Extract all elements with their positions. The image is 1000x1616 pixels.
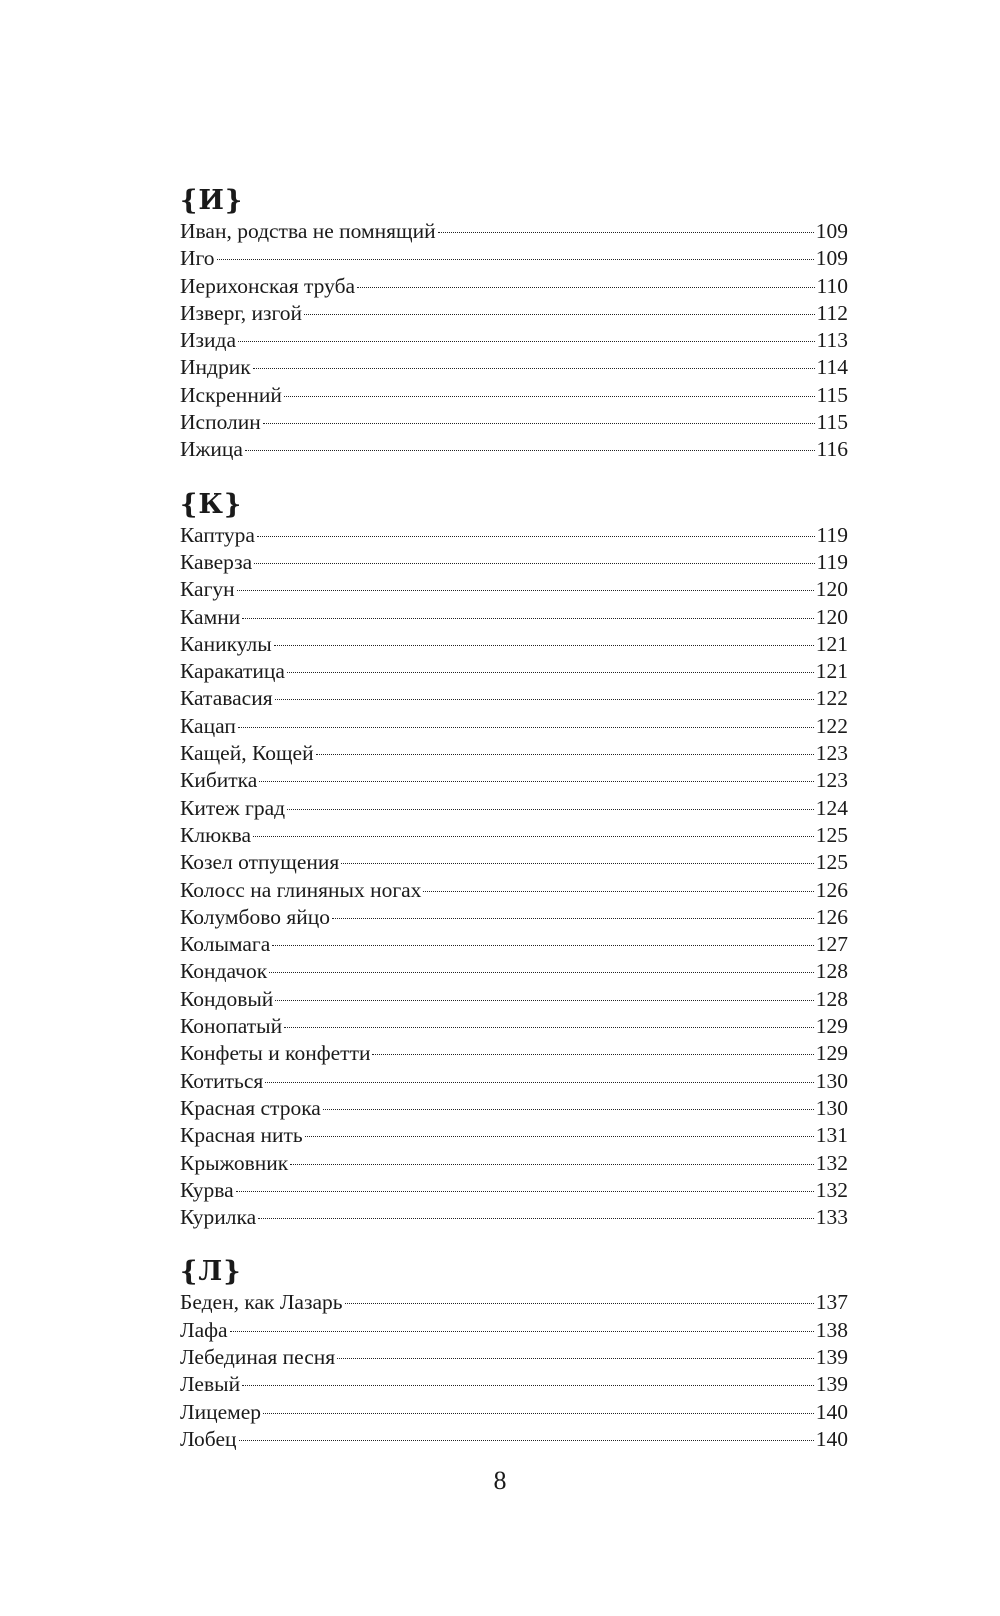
dot-leader	[242, 618, 814, 619]
dot-leader	[357, 287, 814, 288]
toc-entry	[180, 658, 848, 685]
dot-leader	[316, 754, 814, 755]
entry-page: 133	[815, 1205, 848, 1230]
dot-leader	[275, 1000, 813, 1001]
entry-title: Каникулы	[180, 631, 272, 656]
entry-page: 120	[815, 604, 848, 629]
toc-entry	[180, 1426, 848, 1453]
entry-page: 140	[815, 1426, 848, 1451]
toc-entry	[180, 740, 848, 767]
entry-page: 114	[816, 355, 848, 380]
dot-leader	[258, 1218, 814, 1219]
dot-leader	[337, 1358, 814, 1359]
entry-page: 129	[815, 1014, 848, 1039]
entry-page: 131	[815, 1123, 848, 1148]
entry-page: 109	[815, 246, 848, 271]
entry-title: Китеж град	[180, 795, 286, 820]
toc-entry	[180, 1068, 848, 1095]
entry-title: Беден, как Лазарь	[180, 1290, 343, 1315]
entry-title: Клюква	[180, 822, 251, 847]
entry-title: Кондовый	[180, 986, 274, 1011]
section-heading: {К}	[180, 488, 243, 520]
entry-page: 126	[815, 904, 848, 929]
dot-leader	[238, 341, 815, 342]
entry-title: Изида	[180, 328, 237, 353]
dot-leader	[272, 945, 813, 946]
table-of-contents	[180, 186, 848, 1453]
toc-entry	[180, 354, 848, 381]
entry-page: 121	[815, 631, 848, 656]
toc-entry	[180, 1150, 848, 1177]
toc-entry	[180, 1204, 848, 1231]
entry-page: 116	[816, 437, 848, 462]
dot-leader	[245, 450, 815, 451]
toc-entry	[180, 245, 848, 272]
toc-entry	[180, 576, 848, 603]
entry-title: Ижица	[180, 437, 243, 462]
dot-leader	[332, 918, 814, 919]
entry-page: 122	[815, 713, 848, 738]
entry-title: Курилка	[180, 1205, 257, 1230]
toc-entry	[180, 1371, 848, 1398]
toc-entry	[180, 931, 848, 958]
entry-page: 110	[816, 273, 848, 298]
entry-page: 139	[815, 1372, 848, 1397]
dot-leader	[265, 1082, 813, 1083]
entry-title: Иерихонская труба	[180, 273, 356, 298]
toc-entry	[180, 1013, 848, 1040]
dot-leader	[284, 396, 815, 397]
dot-leader	[253, 836, 814, 837]
toc-entry	[180, 849, 848, 876]
entry-page: 123	[815, 741, 848, 766]
dot-leader	[254, 563, 814, 564]
dot-leader	[239, 1440, 814, 1441]
entry-page: 115	[816, 382, 848, 407]
entry-title: Катавасия	[180, 686, 273, 711]
dot-leader	[423, 891, 813, 892]
entry-page: 139	[815, 1344, 848, 1369]
toc-entry	[180, 685, 848, 712]
entry-title: Козел отпущения	[180, 850, 340, 875]
entry-title: Камни	[180, 604, 241, 629]
dot-leader	[372, 1054, 813, 1055]
dot-leader	[237, 590, 814, 591]
dot-leader	[438, 232, 814, 233]
entry-page: 128	[815, 986, 848, 1011]
dot-leader	[284, 1027, 814, 1028]
page-number: 8	[493, 1466, 507, 1495]
entry-page: 113	[816, 328, 848, 353]
toc-entry	[180, 1344, 848, 1371]
toc-entry	[180, 713, 848, 740]
entry-title: Каверза	[180, 549, 253, 574]
dot-leader	[345, 1303, 814, 1304]
dot-leader	[238, 727, 814, 728]
toc-entry	[180, 382, 848, 409]
entry-title: Кондачок	[180, 959, 268, 984]
dot-leader	[304, 314, 815, 315]
toc-entry	[180, 631, 848, 658]
dot-leader	[341, 863, 813, 864]
toc-entry	[180, 218, 848, 245]
dot-leader	[269, 972, 814, 973]
entry-page: 130	[815, 1068, 848, 1093]
entry-page: 129	[815, 1041, 848, 1066]
toc-entry	[180, 1317, 848, 1344]
entry-title: Крыжовник	[180, 1150, 289, 1175]
entry-page: 132	[815, 1150, 848, 1175]
entry-title: Красная строка	[180, 1095, 321, 1120]
entry-page: 121	[815, 659, 848, 684]
toc-entry	[180, 904, 848, 931]
entry-page: 138	[815, 1317, 848, 1342]
entry-title: Лебединая песня	[180, 1344, 336, 1369]
entry-title: Колумбово яйцо	[180, 904, 331, 929]
entry-title: Иван, родства не помнящий	[180, 219, 436, 243]
entry-page: 137	[815, 1290, 848, 1315]
toc-entry	[180, 604, 848, 631]
toc-section	[180, 490, 848, 1232]
toc-entry	[180, 958, 848, 985]
entry-title: Индрик	[180, 355, 251, 380]
entry-title: Лафа	[180, 1317, 228, 1342]
toc-entry	[180, 1040, 848, 1067]
entry-title: Красная нить	[180, 1123, 303, 1148]
dot-leader	[230, 1331, 814, 1332]
entry-page: 123	[815, 768, 848, 793]
entry-title: Кибитка	[180, 768, 258, 793]
entry-title: Конопатый	[180, 1014, 283, 1039]
entry-title: Курва	[180, 1177, 234, 1202]
entry-page: 125	[815, 822, 848, 847]
toc-entry	[180, 822, 848, 849]
entry-title: Изверг, изгой	[180, 300, 303, 325]
toc-entry	[180, 1399, 848, 1426]
entry-page: 115	[816, 410, 848, 435]
entry-page: 120	[815, 577, 848, 602]
entry-page: 122	[815, 686, 848, 711]
entry-title: Колосс на глиняных ногах	[180, 877, 422, 902]
toc-entry	[180, 986, 848, 1013]
section-heading: {Л}	[180, 1256, 242, 1288]
entry-title: Лицемер	[180, 1399, 262, 1424]
toc-entry	[180, 795, 848, 822]
toc-section	[180, 1257, 848, 1453]
entry-page: 126	[815, 877, 848, 902]
dot-leader	[257, 536, 815, 537]
entry-page: 140	[815, 1399, 848, 1424]
entry-page: 127	[815, 932, 848, 957]
entry-title: Исполин	[180, 410, 261, 435]
entry-title: Кащей, Кощей	[180, 741, 314, 766]
dot-leader	[263, 423, 815, 424]
dot-leader	[259, 781, 813, 782]
entry-title: Каптура	[180, 522, 255, 547]
toc-entry	[180, 1095, 848, 1122]
entry-page: 125	[815, 850, 848, 875]
dot-leader	[287, 809, 814, 810]
dot-leader	[275, 699, 814, 700]
dot-leader	[217, 259, 814, 260]
toc-entry	[180, 522, 848, 549]
dot-leader	[263, 1413, 814, 1414]
entry-title: Кацап	[180, 713, 236, 738]
dot-leader	[290, 1164, 814, 1165]
toc-entry	[180, 1177, 848, 1204]
entry-title: Лобец	[180, 1426, 237, 1451]
dot-leader	[274, 645, 814, 646]
entry-title: Левый	[180, 1372, 241, 1397]
entry-title: Иго	[180, 246, 215, 271]
dot-leader	[236, 1191, 814, 1192]
toc-entry	[180, 300, 848, 327]
entry-title: Котиться	[180, 1068, 264, 1093]
entry-title: Колымага	[180, 932, 271, 957]
entry-title: Каракатица	[180, 659, 285, 684]
entry-page: 119	[816, 522, 848, 547]
entry-title: Конфеты и конфетти	[180, 1041, 371, 1066]
entry-title: Кагун	[180, 577, 235, 602]
toc-entry	[180, 436, 848, 463]
toc-entry	[180, 1122, 848, 1149]
dot-leader	[253, 368, 815, 369]
toc-entry	[180, 1289, 848, 1316]
toc-entry	[180, 877, 848, 904]
dot-leader	[305, 1136, 814, 1137]
toc-section	[180, 186, 848, 464]
entry-page: 119	[816, 549, 848, 574]
entry-page: 109	[815, 219, 848, 243]
entry-page: 132	[815, 1177, 848, 1202]
toc-entry	[180, 409, 848, 436]
toc-entry	[180, 767, 848, 794]
dot-leader	[323, 1109, 814, 1110]
toc-entry	[180, 273, 848, 300]
entry-page: 124	[815, 795, 848, 820]
entry-page: 130	[815, 1095, 848, 1120]
dot-leader	[242, 1385, 814, 1386]
toc-entry	[180, 327, 848, 354]
section-heading: {И}	[180, 185, 244, 216]
entry-title: Искренний	[180, 382, 282, 407]
entry-page: 112	[816, 300, 848, 325]
entry-page: 128	[815, 959, 848, 984]
dot-leader	[287, 672, 814, 673]
toc-entry	[180, 549, 848, 576]
